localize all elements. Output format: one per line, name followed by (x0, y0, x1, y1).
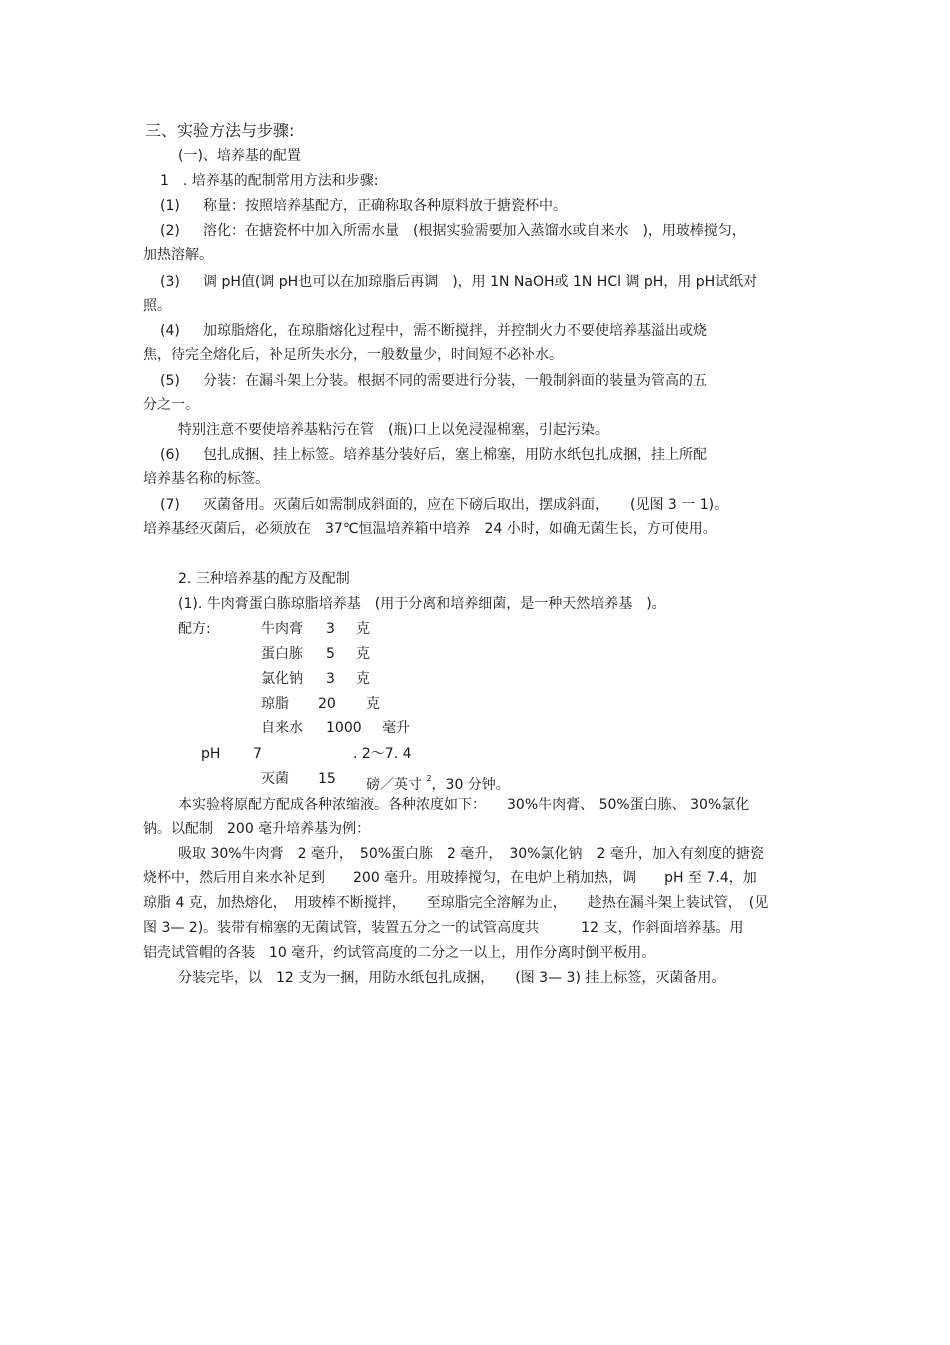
recipe-amount: 3 (326, 621, 335, 637)
paragraph-text: 铝壳试管帽的各装 10 毫升，约试管高度的二分之一以上，用作分离时倒平板用。 (143, 945, 656, 961)
item-text: 加琼脂熔化，在琼脂熔化过程中，需不断搅拌，并控制火力不要使培养基溢出或烧 (203, 323, 707, 339)
recipe-unit: 毫升 (382, 720, 410, 736)
item-number: (7) (160, 497, 180, 513)
subsection-title: (一)、培养基的配置 (178, 148, 301, 164)
item-text: 加热溶解。 (143, 247, 213, 263)
step2-title: 2. 三种培养基的配方及配制 (178, 571, 350, 587)
paragraph-text: 钠。以配制 200 毫升培养基为例： (143, 821, 371, 837)
step1-title: 1 . 培养基的配制常用方法和步骤: (160, 173, 379, 189)
superscript: 2 (426, 774, 432, 783)
recipe-name: 自来水 (261, 720, 303, 736)
item-text: 照。 (143, 298, 171, 314)
recipe-unit: 克 (366, 696, 380, 712)
sterilize-unit: 磅／英寸 $^2$，30 分钟。 (366, 774, 510, 793)
item-text: 称量：按照培养基配方，正确称取各种原料放于搪瓷杯中。 (203, 198, 567, 214)
recipe-amount: 3 (326, 671, 335, 687)
paragraph-text: 吸取 30%牛肉膏 2 毫升， 50%蛋白胨 2 毫升， 30%氯化钠 2 毫升，加入有刻度的搪瓷 (178, 846, 764, 862)
item-text: 包扎成捆、挂上标签。培养基分装好后，塞上棉塞，用防水纸包扎成捆，挂上所配 (203, 447, 707, 463)
item-number: (6) (160, 447, 180, 463)
recipe-amount: 5 (326, 646, 335, 662)
recipe-name: 琼脂 (261, 696, 289, 712)
ph-value-range: . 2～7. 4 (353, 746, 412, 762)
recipe-name: 牛肉膏 (261, 621, 303, 637)
paragraph-text: 分装完毕，以 12 支为一捆，用防水纸包扎成捆， (图 3— 3) 挂上标签，灭菌备用。 (178, 970, 726, 986)
paragraph-text: 烧杯中，然后用自来水补足到 200 毫升。用玻捧搅匀，在电炉上稍加热，调 pH 至 7.4，加 (143, 870, 757, 886)
item-text: 培养基名称的标签。 (143, 471, 269, 487)
item-number: (1) (160, 198, 180, 214)
ph-label: pH (201, 746, 221, 762)
item-number: (5) (160, 373, 180, 389)
medium1-title: (1). 牛肉膏蛋白胨琼脂培养基 (用于分离和培养细菌，是一种天然培养基 )。 (178, 596, 666, 612)
item-text: 溶化：在搪瓷杯中加入所需水量 (根据实验需要加入蒸馏水或自来水 )，用玻棒搅匀， (203, 223, 746, 239)
item-text: 灭菌备用。灭菌后如需制成斜面的，应在下磅后取出，摆成斜面， (见图 3 一 1)。 (203, 497, 729, 513)
sterilize-pressure: 15 (318, 771, 336, 787)
paragraph-text: 图 3— 2)。装带有棉塞的无菌试管，装置五分之一的试管高度共 12 支，作斜面培养基。用 (143, 920, 744, 936)
item-text: 分之一。 (143, 397, 199, 413)
paragraph-text: 本实验将原配方配成各种浓缩液。各种浓度如下： 30%牛肉膏、 50%蛋白胨、 30%氯化 (178, 797, 750, 813)
section-title: 三、实验方法与步骤: (145, 121, 295, 140)
recipe-unit: 克 (356, 646, 370, 662)
note-text: 特别注意不要使培养基粘污在管 (瓶)口上以免浸湿棉塞，引起污染。 (178, 422, 609, 438)
recipe-unit: 克 (356, 621, 370, 637)
recipe-name: 氯化钠 (261, 671, 303, 687)
recipe-amount: 1000 (326, 720, 362, 736)
item-number: (2) (160, 223, 180, 239)
recipe-label: 配方: (178, 621, 211, 637)
recipe-name: 蛋白胨 (261, 646, 303, 662)
item-text: 分装：在漏斗架上分装。根据不同的需要进行分装，一般制斜面的装量为管高的五 (203, 373, 707, 389)
item-text: 培养基经灭菌后，必须放在 37℃恒温培养箱中培养 24 小时，如确无菌生长，方可使用。 (143, 521, 717, 537)
paragraph-text: 琼脂 4 克，加热熔化， 用玻棒不断搅拌， 至琼脂完全溶解为止， 趁热在漏斗架上装试管， (见 (143, 895, 769, 911)
sterilize-label: 灭菌 (261, 771, 289, 787)
recipe-amount: 20 (318, 696, 336, 712)
item-text: 焦，待完全熔化后，补足所失水分，一般数量少，时间短不必补水。 (143, 347, 563, 363)
ph-value-integer: 7 (253, 746, 262, 762)
item-number: (3) (160, 274, 180, 290)
item-text: 调 pH值(调 pH也可以在加琼脂后再调 )，用 1N NaOH或 1N HCl 调 pH，用 pH试纸对 (203, 274, 758, 290)
item-number: (4) (160, 323, 180, 339)
recipe-unit: 克 (356, 671, 370, 687)
